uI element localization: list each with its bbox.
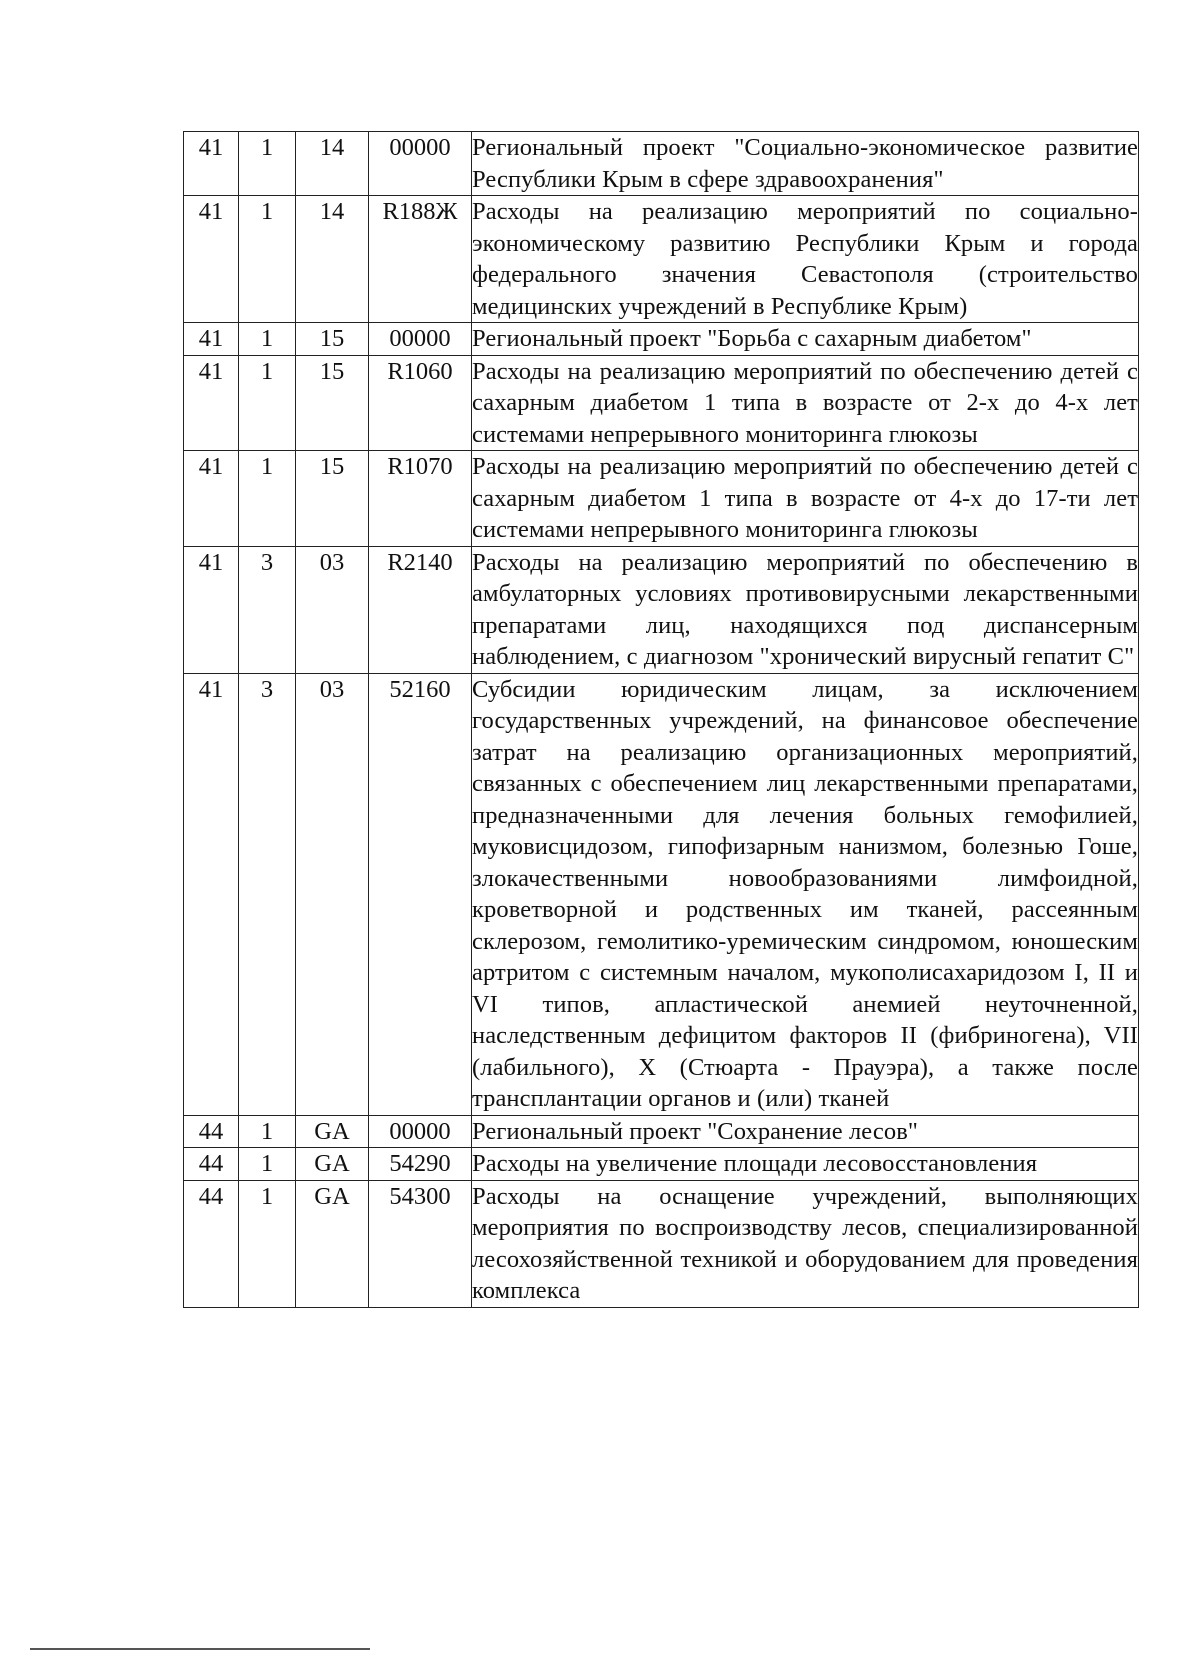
code-cell-3: 15: [296, 355, 369, 451]
table-row: [184, 132, 1139, 196]
description-cell: Региональный проект "Сохранение лесов": [472, 1115, 1139, 1148]
code-cell-2: 1: [239, 451, 296, 547]
code-cell-2: 1: [239, 355, 296, 451]
footnote-divider: [30, 1648, 370, 1650]
code-cell-3: GA: [296, 1115, 369, 1148]
code-cell-1: 44: [184, 1148, 239, 1181]
description-cell: Расходы на увеличение площади лесовосстановления: [472, 1148, 1139, 1181]
code-cell-2: 1: [239, 1148, 296, 1181]
code-cell-2: 3: [239, 546, 296, 673]
description-cell: Расходы на оснащение учреждений, выполняющих мероприятия по воспроизводству лесов, специализированной лесохозяйственной техникой и оборудованием для проведения комплекса: [472, 1180, 1139, 1307]
code-cell-1: 41: [184, 451, 239, 547]
code-cell-3: 03: [296, 546, 369, 673]
code-cell-4: R1060: [369, 355, 472, 451]
code-cell-1: 44: [184, 1115, 239, 1148]
code-cell-4: 54290: [369, 1148, 472, 1181]
code-cell-1: 41: [184, 196, 239, 323]
budget-classification-table: [183, 131, 1139, 1308]
code-cell-3: 03: [296, 673, 369, 1115]
code-cell-3: GA: [296, 1180, 369, 1307]
code-cell-3: 14: [296, 132, 369, 196]
code-cell-4: 00000: [369, 132, 472, 196]
code-cell-2: 1: [239, 1115, 296, 1148]
code-cell-1: 41: [184, 132, 239, 196]
code-cell-1: 41: [184, 546, 239, 673]
code-cell-3: 15: [296, 323, 369, 356]
description-cell: Расходы на реализацию мероприятий по социально-экономическому развитию Республики Крым и города федерального значения Севастополя (строительство медицинских учреждений в Республике Крым): [472, 196, 1139, 323]
code-cell-4: 52160: [369, 673, 472, 1115]
code-cell-1: 41: [184, 673, 239, 1115]
code-cell-2: 1: [239, 132, 296, 196]
table-row: [184, 1148, 1139, 1181]
code-cell-2: 3: [239, 673, 296, 1115]
code-cell-4: 54300: [369, 1180, 472, 1307]
code-cell-3: GA: [296, 1148, 369, 1181]
code-cell-3: 14: [296, 196, 369, 323]
code-cell-1: 41: [184, 323, 239, 356]
code-cell-2: 1: [239, 323, 296, 356]
description-cell: Расходы на реализацию мероприятий по обеспечению детей с сахарным диабетом 1 типа в возрасте от 2-х до 4-х лет системами непрерывного мониторинга глюкозы: [472, 355, 1139, 451]
table-row: [184, 196, 1139, 323]
table-row: [184, 451, 1139, 547]
description-cell: Региональный проект "Борьба с сахарным диабетом": [472, 323, 1139, 356]
code-cell-1: 44: [184, 1180, 239, 1307]
code-cell-4: R188Ж: [369, 196, 472, 323]
code-cell-4: R1070: [369, 451, 472, 547]
description-cell: Расходы на реализацию мероприятий по обеспечению детей с сахарным диабетом 1 типа в возрасте от 4-х до 17-ти лет системами непрерывного мониторинга глюкозы: [472, 451, 1139, 547]
table-row: [184, 1180, 1139, 1307]
description-cell: Региональный проект "Социально-экономическое развитие Республики Крым в сфере здравоохранения": [472, 132, 1139, 196]
code-cell-2: 1: [239, 196, 296, 323]
code-cell-4: R2140: [369, 546, 472, 673]
code-cell-1: 41: [184, 355, 239, 451]
table-row: [184, 673, 1139, 1115]
table-row: [184, 546, 1139, 673]
table-row: [184, 1115, 1139, 1148]
description-cell: Расходы на реализацию мероприятий по обеспечению в амбулаторных условиях противовирусными лекарственными препаратами лиц, находящихся под диспансерным наблюдением, с диагнозом "хронический вирусный гепатит С": [472, 546, 1139, 673]
table-row: [184, 355, 1139, 451]
description-cell: Субсидии юридическим лицам, за исключением государственных учреждений, на финансовое обеспечение затрат на реализацию организационных мероприятий, связанных с обеспечением лиц лекарственными препаратами, предназначенными для лечения больных гемофилией, муковисцидозом, гипофизарным нанизмом, болезнью Гоше, злокачественными новообразованиями лимфоидной, кроветворной и родственных им тканей, рассеянным склерозом, гемолитико-уремическим синдромом, юношеским артритом с системным началом, мукополисахаридозом I, II и VI типов, апластической анемией неуточненной, наследственным дефицитом факторов II (фибриногена), VII (лабильного), X (Стюарта - Прауэра), а также после трансплантации органов и (или) тканей: [472, 673, 1139, 1115]
code-cell-2: 1: [239, 1180, 296, 1307]
code-cell-4: 00000: [369, 1115, 472, 1148]
code-cell-4: 00000: [369, 323, 472, 356]
code-cell-3: 15: [296, 451, 369, 547]
table-row: [184, 323, 1139, 356]
